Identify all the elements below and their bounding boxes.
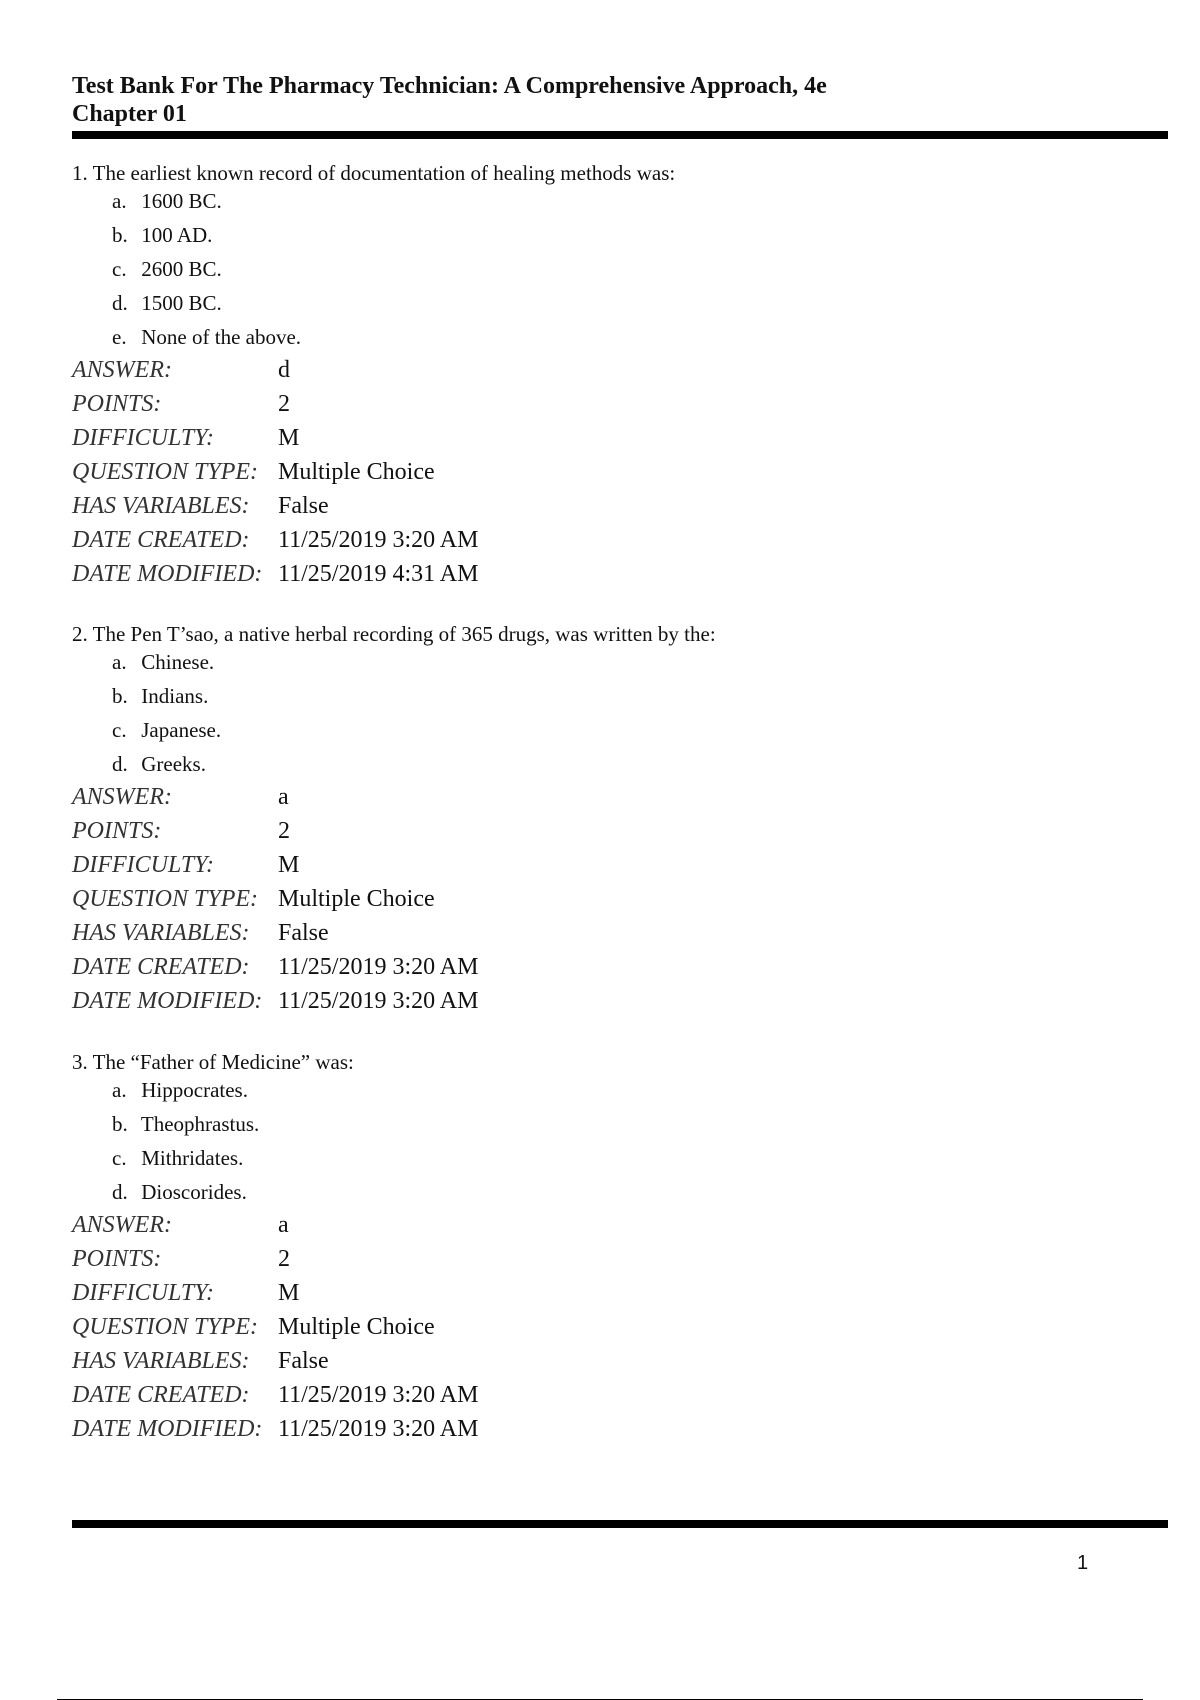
- meta-label: HAS VARIABLES:: [72, 493, 250, 519]
- choice-text: Hippocrates.: [141, 1078, 248, 1102]
- choice-item: [112, 221, 1152, 255]
- meta-label: DIFFICULTY:: [72, 1280, 214, 1306]
- choice-item: [112, 255, 1152, 289]
- meta-value: Multiple Choice: [278, 1314, 435, 1340]
- meta-value: 11/25/2019 3:20 AM: [278, 954, 479, 980]
- choice-letter: a.: [112, 1078, 127, 1102]
- choice-list: [112, 187, 1152, 357]
- choice-text: Greeks.: [141, 752, 206, 776]
- question-stem: 1. The earliest known record of documentation of healing methods was:: [72, 161, 676, 185]
- question-2: [72, 620, 1152, 1020]
- meta-value: d: [278, 357, 290, 383]
- meta-label: DATE CREATED:: [72, 1382, 250, 1408]
- choice-letter: d.: [112, 1180, 128, 1204]
- meta-difficulty: [72, 423, 1152, 457]
- meta-value: 11/25/2019 3:20 AM: [278, 1416, 479, 1442]
- meta-label: HAS VARIABLES:: [72, 920, 250, 946]
- choice-item: [112, 1144, 1152, 1178]
- meta-answer: [72, 355, 1152, 389]
- footer-divider: [72, 1520, 1168, 1528]
- question-3: [72, 1048, 1152, 1448]
- choice-text: None of the above.: [141, 325, 302, 349]
- meta-label: DATE MODIFIED:: [72, 988, 263, 1014]
- meta-label: DIFFICULTY:: [72, 425, 214, 451]
- meta-value: Multiple Choice: [278, 886, 435, 912]
- meta-label: HAS VARIABLES:: [72, 1348, 250, 1374]
- question-stem: 3. The “Father of Medicine” was:: [72, 1050, 354, 1074]
- meta-date-created: [72, 1380, 1152, 1414]
- question-metadata: [72, 1210, 1152, 1448]
- meta-question-type: [72, 457, 1152, 491]
- meta-label: DIFFICULTY:: [72, 852, 214, 878]
- choice-item: [112, 1076, 1152, 1110]
- choice-item: [112, 682, 1152, 716]
- choice-list: [112, 1076, 1152, 1212]
- meta-label: ANSWER:: [72, 1212, 172, 1238]
- meta-question-type: [72, 884, 1152, 918]
- meta-label: ANSWER:: [72, 784, 172, 810]
- choice-item: [112, 289, 1152, 323]
- meta-date-created: [72, 525, 1152, 559]
- meta-value: False: [278, 1348, 329, 1374]
- choice-item: [112, 648, 1152, 682]
- meta-date-modified: [72, 1414, 1152, 1448]
- page-number: 1: [1077, 1552, 1089, 1574]
- meta-value: False: [278, 920, 329, 946]
- meta-label: ANSWER:: [72, 357, 172, 383]
- meta-date-modified: [72, 559, 1152, 593]
- meta-label: DATE MODIFIED:: [72, 1416, 263, 1442]
- choice-text: 1500 BC.: [141, 291, 222, 315]
- meta-value: M: [278, 852, 300, 878]
- meta-date-modified: [72, 986, 1152, 1020]
- meta-label: DATE MODIFIED:: [72, 561, 263, 587]
- question-metadata: [72, 782, 1152, 1020]
- choice-item: [112, 323, 1152, 357]
- meta-value: a: [278, 1212, 289, 1238]
- meta-label: DATE CREATED:: [72, 527, 250, 553]
- choice-text: Chinese.: [141, 650, 215, 674]
- meta-label: POINTS:: [72, 391, 162, 417]
- choice-letter: b.: [112, 1112, 128, 1136]
- choice-item: [112, 1178, 1152, 1212]
- choice-text: Mithridates.: [141, 1146, 244, 1170]
- choice-item: [112, 187, 1152, 221]
- meta-has-variables: [72, 491, 1152, 525]
- meta-answer: [72, 1210, 1152, 1244]
- choice-text: 100 AD.: [141, 223, 213, 247]
- choice-letter: b.: [112, 223, 128, 247]
- meta-value: 2: [278, 391, 290, 417]
- meta-value: 11/25/2019 3:20 AM: [278, 988, 479, 1014]
- choice-text: 2600 BC.: [141, 257, 222, 281]
- meta-value: a: [278, 784, 289, 810]
- choice-letter: c.: [112, 257, 127, 281]
- choice-item: [112, 716, 1152, 750]
- choice-letter: d.: [112, 752, 128, 776]
- choice-text: Japanese.: [141, 718, 222, 742]
- choice-letter: a.: [112, 650, 127, 674]
- choice-letter: a.: [112, 189, 127, 213]
- meta-question-type: [72, 1312, 1152, 1346]
- meta-value: 11/25/2019 3:20 AM: [278, 1382, 479, 1408]
- header-divider: [72, 131, 1168, 139]
- meta-label: QUESTION TYPE:: [72, 886, 259, 912]
- meta-label: DATE CREATED:: [72, 954, 250, 980]
- meta-value: 2: [278, 818, 290, 844]
- choice-text: Indians.: [141, 684, 209, 708]
- meta-value: 11/25/2019 4:31 AM: [278, 561, 479, 587]
- meta-difficulty: [72, 850, 1152, 884]
- choice-item: [112, 1110, 1152, 1144]
- meta-date-created: [72, 952, 1152, 986]
- meta-points: [72, 389, 1152, 423]
- choice-letter: e.: [112, 325, 127, 349]
- meta-value: 11/25/2019 3:20 AM: [278, 527, 479, 553]
- meta-points: [72, 816, 1152, 850]
- choice-letter: d.: [112, 291, 128, 315]
- choice-text: 1600 BC.: [141, 189, 222, 213]
- meta-value: M: [278, 1280, 300, 1306]
- question-metadata: [72, 355, 1152, 593]
- choice-text: Theophrastus.: [140, 1112, 260, 1136]
- choice-letter: c.: [112, 718, 127, 742]
- meta-label: QUESTION TYPE:: [72, 459, 259, 485]
- meta-value: M: [278, 425, 300, 451]
- meta-value: Multiple Choice: [278, 459, 435, 485]
- meta-has-variables: [72, 918, 1152, 952]
- chapter-heading: Chapter 01: [72, 101, 187, 127]
- meta-value: 2: [278, 1246, 290, 1272]
- meta-difficulty: [72, 1278, 1152, 1312]
- meta-answer: [72, 782, 1152, 816]
- meta-has-variables: [72, 1346, 1152, 1380]
- meta-label: POINTS:: [72, 1246, 162, 1272]
- choice-letter: c.: [112, 1146, 127, 1170]
- document-title: Test Bank For The Pharmacy Technician: A Comprehensive Approach, 4e: [72, 73, 827, 99]
- question-1: [72, 159, 1152, 593]
- meta-label: QUESTION TYPE:: [72, 1314, 259, 1340]
- meta-points: [72, 1244, 1152, 1278]
- choice-letter: b.: [112, 684, 128, 708]
- choice-text: Dioscorides.: [141, 1180, 247, 1204]
- meta-label: POINTS:: [72, 818, 162, 844]
- question-stem: 2. The Pen T’sao, a native herbal recording of 365 drugs, was written by the:: [72, 622, 716, 646]
- meta-value: False: [278, 493, 329, 519]
- choice-item: [112, 750, 1152, 784]
- choice-list: [112, 648, 1152, 784]
